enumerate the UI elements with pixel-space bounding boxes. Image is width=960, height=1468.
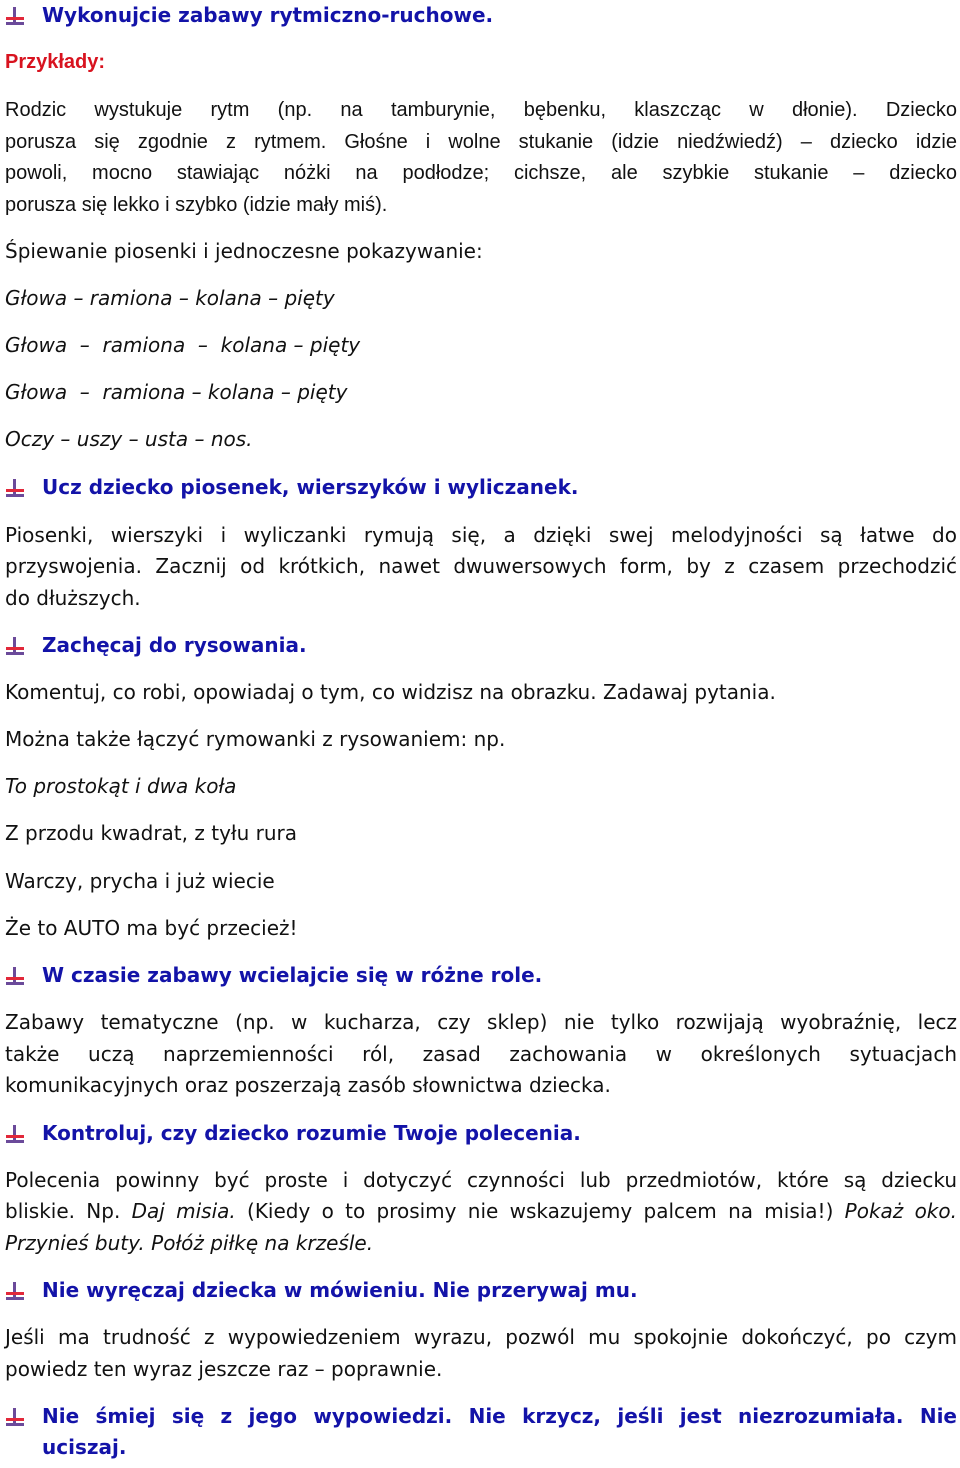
paragraph-line: Przynieś buty. Połóż piłkę na krześle. xyxy=(5,1231,374,1255)
rhyme-line: Warczy, prycha i już wiecie xyxy=(5,869,275,893)
paragraph-line: komunikacyjnych oraz poszerzają zasób słownictwa dziecka. xyxy=(5,1073,611,1097)
rhyme-line: To prostokąt i dwa koła xyxy=(5,774,237,798)
rhyme-line: Z przodu kwadrat, z tyłu rura xyxy=(5,821,297,845)
bullet-arrow-icon xyxy=(5,1282,25,1300)
paragraph-line: porusza się lekko i szybko (idzie mały miś). xyxy=(5,194,388,216)
paragraph-line: Zabawy tematyczne (np. w kucharza, czy sklep) nie tylko rozwijają wyobraźnię, lecz xyxy=(5,1010,957,1034)
paragraph-line: porusza się zgodnie z rytmem. Głośne i wolne stukanie (idzie niedźwiedź) – dziecko idzie xyxy=(5,131,957,153)
paragraph-line: Rodzic wystukuje rytm (np. na tamburynie, bębenku, klaszcząc w dłonie). Dziecko xyxy=(5,99,957,121)
paragraph-line: powoli, mocno stawiając nóżki na podłodze; cichsze, ale szybkie stukanie – dziecko xyxy=(5,162,957,184)
paragraph-line: także uczą naprzemienności ról, zasad zachowania w określonych sytuacjach xyxy=(5,1042,957,1066)
paragraph-line: Polecenia powinny być proste i dotyczyć czynności lub przedmiotów, które są dziecku xyxy=(5,1168,957,1192)
document-page: Wykonujcie zabawy rytmiczno-ruchowe. Przykłady: Rodzic wystukuje rytm (np. na tamburynie, bębenku, klaszcząc w dłonie). Dziecko porusza się zgodnie z rytmem. Głośne i wolne stukanie (idzie niedźwiedź) – dziecko idzie powoli, mocno stawiając nóżki na podłodze; cichsze, ale szybkie stukanie – dziecko porusza się lekko i szybko (idzie mały miś). Śpiewanie piosenki i jednoczesne pokazywanie: Głowa – ramiona – kolana – pięty Głowa – ramiona – kolana – pięty Głowa – ramiona – kolana – pięty Oczy – uszy – usta – nos. Ucz dziecko piosenek, wierszyków i wyliczanek. Piosenki, wierszyki i wyliczanki rymują się, a dzięki swej melodyjności są łatwe do przyswojenia. Zacznij od krótkich, nawet dwuwersowych form, by z czasem przechodzić do dłuższych. Zachęcaj do rysowania. Komentuj, co robi, opowiadaj o tym, co widzisz na obrazku. Zadawaj pytania. Można także łączyć rymowanki z rysowaniem: np. To prostokąt i dwa koła Z przodu kwadrat, z tyłu rura Warczy, prycha i już wiecie Że to AUTO ma być przecież! W czasie zabawy wcielajcie się w różne role. Zabawy tematyczne (np. w kucharza, czy sklep) nie tylko rozwijają wyobraźnię, lecz także uczą naprzemienności ról, zasad zachowania w określonych sytuacjach komunikacyjnych oraz poszerzają zasób słownictwa dziecka. Kontroluj, czy dziecko rozumie Twoje polecenia. Polecenia powinny być proste i dotyczyć czynności lub przedmiotów, które są dziecku bliskie. Np. Daj misia. (Kiedy o to prosimy nie wskazujemy palcem na misia!) Pokaż oko. Przynieś buty. Połóż piłkę na krześle. Nie wyręczaj dziecka w mówieniu. Nie przerywaj mu. Jeśli ma trudność z wypowiedzeniem wyrazu, pozwól mu spokojnie dokończyć, po czym powiedz ten wyraz jeszcze raz – poprawnie. Nie śmiej się z jego wypowiedzi. Nie krzycz, jeśli jest niezrozumiała. Nie uciszaj. xyxy=(5,3,957,1459)
paragraph-line: powiedz ten wyraz jeszcze raz – poprawnie. xyxy=(5,1357,443,1381)
paragraph-line: Komentuj, co robi, opowiadaj o tym, co widzisz na obrazku. Zadawaj pytania. xyxy=(5,680,776,704)
paragraph-line: Jeśli ma trudność z wypowiedzeniem wyrazu, pozwól mu spokojnie dokończyć, po czym xyxy=(5,1325,957,1349)
rhyme-line: Że to AUTO ma być przecież! xyxy=(5,916,298,940)
song-line: Głowa – ramiona – kolana – pięty xyxy=(5,333,361,357)
bullet-arrow-icon xyxy=(5,1125,25,1143)
example-command: Daj misia. xyxy=(131,1199,236,1223)
bullet-arrow-icon xyxy=(5,479,25,497)
song-intro: Śpiewanie piosenki i jednoczesne pokazywanie: xyxy=(5,239,483,263)
bullet-arrow-icon xyxy=(5,7,25,25)
song-line: Głowa – ramiona – kolana – pięty xyxy=(5,380,348,404)
example-command: Pokaż oko. xyxy=(844,1199,957,1223)
paragraph-line: Piosenki, wierszyki i wyliczanki rymują się, a dzięki swej melodyjności są łatwe do xyxy=(5,523,957,547)
bullet-arrow-icon xyxy=(5,967,25,985)
paragraph-line: Można także łączyć rymowanki z rysowaniem: np. xyxy=(5,727,506,751)
song-line: Głowa – ramiona – kolana – pięty xyxy=(5,286,335,310)
bullet-arrow-icon xyxy=(5,1408,25,1426)
examples-label: Przykłady: xyxy=(5,51,106,73)
song-line: Oczy – uszy – usta – nos. xyxy=(5,427,253,451)
paragraph-line: przyswojenia. Zacznij od krótkich, nawet dwuwersowych form, by z czasem przechodzić xyxy=(5,554,957,578)
bullet-arrow-icon xyxy=(5,637,25,655)
paragraph-line: bliskie. Np. Daj misia. (Kiedy o to prosimy nie wskazujemy palcem na misia!) Pokaż oko. xyxy=(5,1199,957,1223)
paragraph-line: do dłuższych. xyxy=(5,586,141,610)
